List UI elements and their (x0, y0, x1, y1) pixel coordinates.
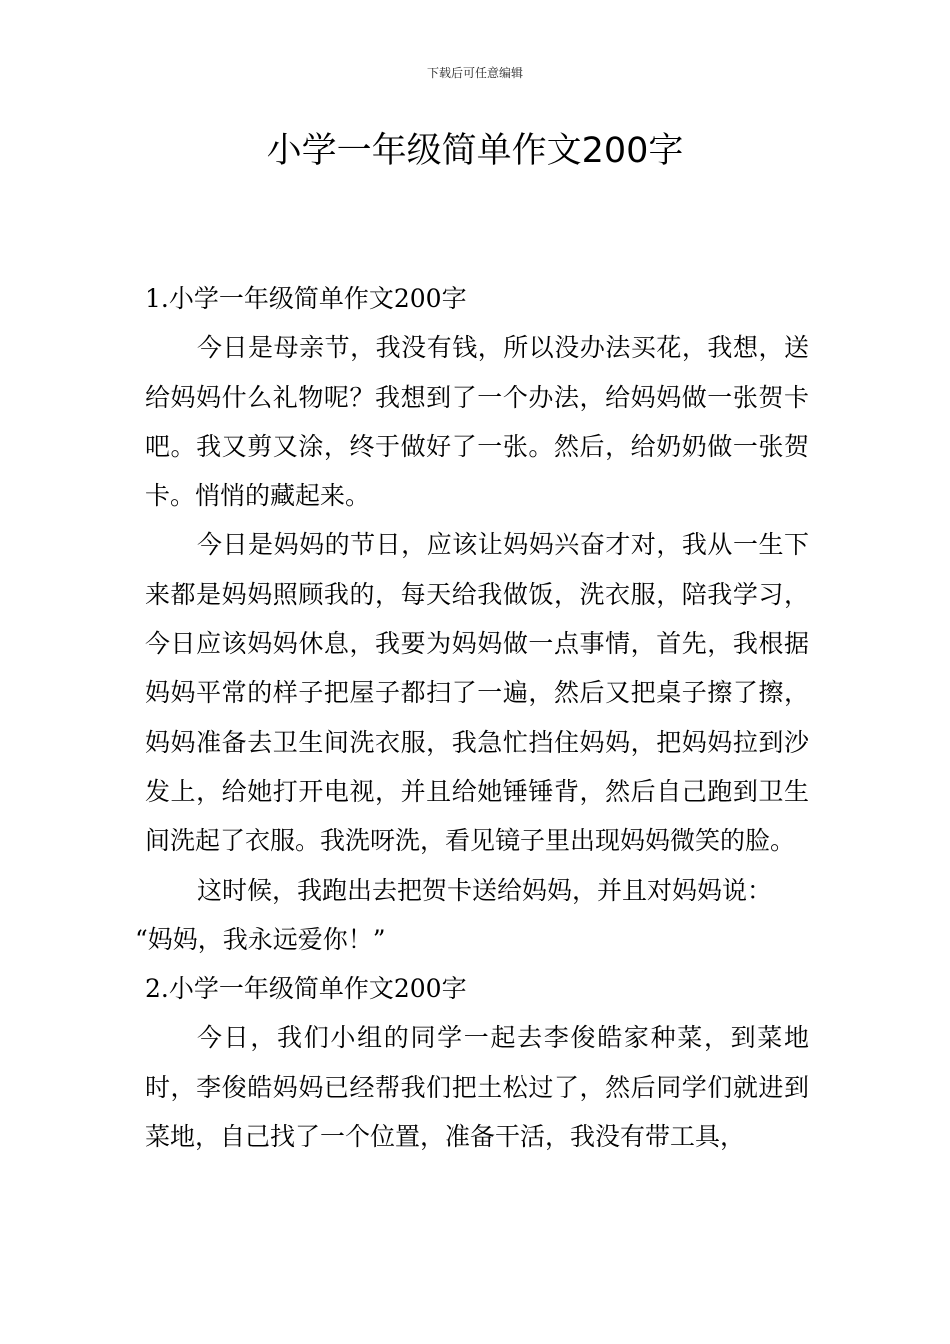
section-1-quote: “妈妈，我永远爱你！” (135, 924, 386, 954)
header-note: 下载后可任意编辑 (426, 66, 523, 80)
section-1-paragraph-3: 这时候，我跑出去把贺卡送给妈妈，并且对妈妈说： (197, 875, 773, 905)
section-2-heading: 2.小学一年级简单作文200字 (145, 974, 467, 1004)
document-title: 小学一年级简单作文200字 (266, 131, 684, 171)
section-1-heading: 1.小学一年级简单作文200字 (145, 284, 467, 313)
document-body (135, 274, 809, 1161)
section-1-paragraph-2: 今日是妈妈的节日，应该让妈妈兴奋才对，我从一生下来都是妈妈照顾我的，每天给我做饭，洗衣服，陪我学习，今日应该妈妈休息，我要为妈妈做一点事情，首先，我根据妈妈平常的样子把屋子都扫了一遍，然后又把桌子擦了擦，妈妈准备去卫生间洗衣服，我急忙挡住妈妈，把妈妈拉到沙发上，给她打开电视，并且给她锤锤背，然后自己跑到卫生间洗起了衣服。我洗呀洗，看见镜子里出现妈妈微笑的脸。 (145, 530, 809, 856)
section-1-paragraph-1: 今日是母亲节，我没有钱，所以没办法买花，我想，送给妈妈什么礼物呢？我想到了一个办法，给妈妈做一张贺卡吧。我又剪又涂，终于做好了一张。然后，给奶奶做一张贺卡。悄悄的藏起来。 (145, 333, 809, 511)
section-2-paragraph-1: 今日，我们小组的同学一起去李俊皓家种菜，到菜地时，李俊皓妈妈已经帮我们把土松过了，然后同学们就进到菜地，自己找了一个位置，准备干活，我没有带工具， (145, 1023, 809, 1152)
